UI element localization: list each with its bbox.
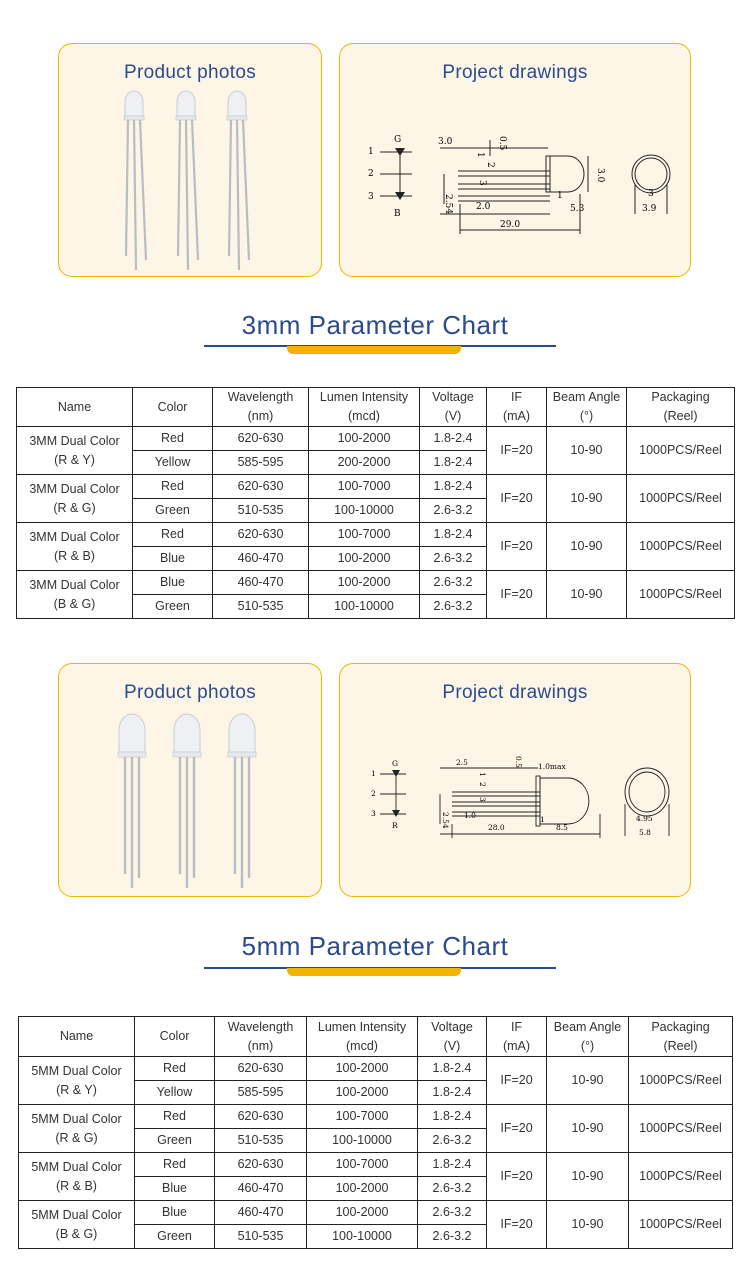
dim-5mm-9: 1 bbox=[540, 815, 545, 824]
header-if: IF (mA) bbox=[487, 388, 547, 427]
wavelength-cell: 620-630 bbox=[215, 1105, 307, 1129]
drawing-5mm bbox=[340, 664, 692, 898]
voltage-cell: 1.8-2.4 bbox=[418, 1153, 487, 1177]
product-name-cell: 3MM Dual Color (R & Y) bbox=[17, 427, 133, 475]
header-name: Name bbox=[17, 388, 133, 427]
led-5mm-photo bbox=[59, 664, 323, 898]
color-cell: Red bbox=[135, 1105, 215, 1129]
color-cell: Red bbox=[133, 427, 213, 451]
dim-5mm-3: 1 bbox=[478, 772, 487, 777]
voltage-cell: 1.8-2.4 bbox=[420, 523, 487, 547]
voltage-cell: 2.6-3.2 bbox=[420, 547, 487, 571]
dim-5mm-7: 1.0 bbox=[464, 811, 476, 820]
dim-3mm-12: 3.9 bbox=[642, 204, 657, 214]
lumen-cell: 200-2000 bbox=[309, 451, 420, 475]
table-row bbox=[17, 571, 735, 595]
drawing-3mm bbox=[340, 44, 692, 278]
led-5mm-1 bbox=[118, 714, 146, 888]
dim-3mm-10: 3.0 bbox=[595, 168, 605, 183]
voltage-cell: 1.8-2.4 bbox=[420, 451, 487, 475]
table-row bbox=[19, 1057, 733, 1081]
wavelength-cell: 585-595 bbox=[213, 451, 309, 475]
dim-3mm-11: 3 bbox=[648, 189, 654, 199]
pin-3-label-3mm: 3 bbox=[368, 192, 374, 202]
dim-3mm-3: 2 bbox=[485, 162, 495, 168]
color-cell: Green bbox=[133, 499, 213, 523]
header-name: Name bbox=[19, 1017, 135, 1057]
voltage-cell: 2.6-3.2 bbox=[418, 1201, 487, 1225]
lumen-cell: 100-2000 bbox=[309, 571, 420, 595]
beam-angle-cell: 10-90 bbox=[547, 1105, 629, 1153]
packaging-cell: 1000PCS/Reel bbox=[629, 1105, 733, 1153]
if-cell: IF=20 bbox=[487, 427, 547, 475]
header-voltage: Voltage (V) bbox=[418, 1017, 487, 1057]
if-cell: IF=20 bbox=[487, 571, 547, 619]
voltage-cell: 1.8-2.4 bbox=[418, 1057, 487, 1081]
color-cell: Blue bbox=[135, 1201, 215, 1225]
dim-3mm-5: 2.54 bbox=[443, 194, 453, 215]
beam-angle-cell: 10-90 bbox=[547, 1057, 629, 1105]
led-3mm-2 bbox=[176, 91, 198, 270]
color-cell: Red bbox=[133, 523, 213, 547]
beam-angle-cell: 10-90 bbox=[547, 1201, 629, 1249]
if-cell: IF=20 bbox=[487, 523, 547, 571]
led-5mm-2 bbox=[173, 714, 201, 888]
wavelength-cell: 620-630 bbox=[213, 475, 309, 499]
product-name-cell: 5MM Dual Color (R & G) bbox=[19, 1105, 135, 1153]
dim-5mm-5: 3 bbox=[478, 797, 487, 802]
dim-3mm-9: 29.0 bbox=[500, 220, 521, 230]
voltage-cell: 1.8-2.4 bbox=[418, 1105, 487, 1129]
wavelength-cell: 510-535 bbox=[213, 595, 309, 619]
drawings-title-5mm: Project drawings bbox=[442, 682, 588, 703]
pin-3-label-5mm: 3 bbox=[371, 809, 376, 818]
if-cell: IF=20 bbox=[487, 1105, 547, 1153]
dim-3mm-4: 3 bbox=[477, 180, 487, 186]
dim-5mm-1: 0.5 bbox=[514, 756, 523, 768]
header-lumen: Lumen Intensity (mcd) bbox=[307, 1017, 418, 1057]
beam-angle-cell: 10-90 bbox=[547, 427, 627, 475]
chart-title-3mm: 3mm Parameter Chart bbox=[241, 310, 509, 340]
wavelength-cell: 510-535 bbox=[213, 499, 309, 523]
parameter-table-5mm bbox=[18, 1016, 733, 1249]
voltage-cell: 2.6-3.2 bbox=[420, 499, 487, 523]
dim-5mm-8: 28.0 bbox=[488, 823, 505, 832]
product-name-cell: 5MM Dual Color (B & G) bbox=[19, 1201, 135, 1249]
color-cell: Blue bbox=[135, 1177, 215, 1201]
wavelength-cell: 620-630 bbox=[215, 1057, 307, 1081]
product-name-cell: 3MM Dual Color (R & G) bbox=[17, 475, 133, 523]
photos-title-5mm: Product photos bbox=[123, 682, 256, 703]
voltage-cell: 1.8-2.4 bbox=[420, 427, 487, 451]
lumen-cell: 100-2000 bbox=[307, 1057, 418, 1081]
wavelength-cell: 460-470 bbox=[215, 1201, 307, 1225]
table-body-3mm bbox=[17, 427, 735, 619]
if-cell: IF=20 bbox=[487, 1153, 547, 1201]
pin-2-label-3mm: 2 bbox=[368, 169, 374, 179]
color-cell: Blue bbox=[133, 547, 213, 571]
header-beam: Beam Angle (°) bbox=[547, 1017, 629, 1057]
packaging-cell: 1000PCS/Reel bbox=[629, 1057, 733, 1105]
color-cell: Green bbox=[133, 595, 213, 619]
title-accent-3mm bbox=[287, 346, 461, 354]
beam-angle-cell: 10-90 bbox=[547, 1153, 629, 1201]
packaging-cell: 1000PCS/Reel bbox=[629, 1201, 733, 1249]
color-cell: Yellow bbox=[133, 451, 213, 475]
table-row bbox=[17, 427, 735, 451]
pin-1-label-5mm: 1 bbox=[371, 769, 376, 778]
wavelength-cell: 460-470 bbox=[215, 1177, 307, 1201]
header-wavelength: Wavelength (nm) bbox=[215, 1017, 307, 1057]
table-row bbox=[19, 1153, 733, 1177]
title-accent-5mm bbox=[287, 968, 461, 976]
wavelength-cell: 460-470 bbox=[213, 547, 309, 571]
voltage-cell: 1.8-2.4 bbox=[420, 475, 487, 499]
lumen-cell: 100-2000 bbox=[307, 1177, 418, 1201]
dim-5mm-0: 2.5 bbox=[456, 758, 468, 767]
product-name-cell: 3MM Dual Color (R & B) bbox=[17, 523, 133, 571]
color-cell: Red bbox=[133, 475, 213, 499]
beam-angle-cell: 10-90 bbox=[547, 475, 627, 523]
pin-1-label-3mm: 1 bbox=[368, 147, 374, 157]
header-color: Color bbox=[135, 1017, 215, 1057]
photos-panel-3mm bbox=[58, 43, 322, 277]
wavelength-cell: 510-535 bbox=[215, 1225, 307, 1249]
color-cell: Green bbox=[135, 1225, 215, 1249]
led-3mm-3 bbox=[227, 91, 249, 270]
lumen-cell: 100-7000 bbox=[309, 475, 420, 499]
dim-3mm-6: 2.0 bbox=[476, 202, 491, 212]
voltage-cell: 1.8-2.4 bbox=[418, 1081, 487, 1105]
parameter-table-3mm bbox=[16, 387, 735, 619]
if-cell: IF=20 bbox=[487, 1201, 547, 1249]
dim-5mm-6: 2.54 bbox=[441, 812, 450, 829]
header-packaging: Packaging (Reel) bbox=[627, 388, 735, 427]
beam-angle-cell: 10-90 bbox=[547, 523, 627, 571]
packaging-cell: 1000PCS/Reel bbox=[627, 475, 735, 523]
table-row bbox=[19, 1105, 733, 1129]
table-row bbox=[17, 475, 735, 499]
lumen-cell: 100-10000 bbox=[307, 1129, 418, 1153]
drawings-panel-3mm bbox=[339, 43, 691, 277]
packaging-cell: 1000PCS/Reel bbox=[629, 1153, 733, 1201]
color-cell: Blue bbox=[133, 571, 213, 595]
pin-letter-g-3mm: G bbox=[394, 135, 402, 145]
voltage-cell: 2.6-3.2 bbox=[418, 1225, 487, 1249]
dim-3mm-8: 5.3 bbox=[570, 204, 585, 214]
pin-letter-b-3mm: B bbox=[394, 209, 401, 219]
chart-title-5mm: 5mm Parameter Chart bbox=[241, 931, 509, 961]
lumen-cell: 100-10000 bbox=[309, 499, 420, 523]
lumen-cell: 100-7000 bbox=[307, 1153, 418, 1177]
lumen-cell: 100-2000 bbox=[307, 1201, 418, 1225]
color-cell: Red bbox=[135, 1057, 215, 1081]
packaging-cell: 1000PCS/Reel bbox=[627, 523, 735, 571]
photos-title-3mm: Product photos bbox=[123, 62, 256, 83]
pin-letter-g-5mm: G bbox=[392, 759, 398, 768]
voltage-cell: 2.6-3.2 bbox=[418, 1177, 487, 1201]
dim-5mm-4: 2 bbox=[478, 782, 487, 787]
photos-panel-5mm bbox=[58, 663, 322, 897]
drawings-panel-5mm bbox=[339, 663, 691, 897]
packaging-cell: 1000PCS/Reel bbox=[627, 427, 735, 475]
lumen-cell: 100-2000 bbox=[307, 1081, 418, 1105]
if-cell: IF=20 bbox=[487, 475, 547, 523]
table-row bbox=[17, 523, 735, 547]
lumen-cell: 100-2000 bbox=[309, 547, 420, 571]
wavelength-cell: 620-630 bbox=[213, 523, 309, 547]
wavelength-cell: 460-470 bbox=[213, 571, 309, 595]
color-cell: Red bbox=[135, 1153, 215, 1177]
lumen-cell: 100-10000 bbox=[307, 1225, 418, 1249]
product-name-cell: 5MM Dual Color (R & Y) bbox=[19, 1057, 135, 1105]
dim-5mm-10: 8.5 bbox=[556, 823, 568, 832]
pin-2-label-5mm: 2 bbox=[371, 789, 376, 798]
led-3mm-1 bbox=[124, 91, 146, 270]
beam-angle-cell: 10-90 bbox=[547, 571, 627, 619]
color-cell: Yellow bbox=[135, 1081, 215, 1105]
led-5mm-3 bbox=[228, 714, 256, 888]
led-3mm-photo bbox=[59, 44, 323, 278]
header-voltage: Voltage (V) bbox=[420, 388, 487, 427]
table-row bbox=[19, 1201, 733, 1225]
header-if: IF (mA) bbox=[487, 1017, 547, 1057]
lumen-cell: 100-7000 bbox=[307, 1105, 418, 1129]
table-body-5mm bbox=[19, 1057, 733, 1249]
voltage-cell: 2.6-3.2 bbox=[418, 1129, 487, 1153]
packaging-cell: 1000PCS/Reel bbox=[627, 571, 735, 619]
voltage-cell: 2.6-3.2 bbox=[420, 571, 487, 595]
dim-3mm-7: 1 bbox=[557, 191, 563, 201]
dim-3mm-1: 0.5 bbox=[497, 136, 507, 151]
header-lumen: Lumen Intensity (mcd) bbox=[309, 388, 420, 427]
pin-letter-r-5mm: R bbox=[392, 821, 398, 830]
if-cell: IF=20 bbox=[487, 1057, 547, 1105]
dim-3mm-0: 3.0 bbox=[438, 137, 453, 147]
dim-5mm-2: 1.0max bbox=[538, 762, 566, 771]
product-name-cell: 5MM Dual Color (R & B) bbox=[19, 1153, 135, 1201]
product-name-cell: 3MM Dual Color (B & G) bbox=[17, 571, 133, 619]
wavelength-cell: 585-595 bbox=[215, 1081, 307, 1105]
color-cell: Green bbox=[135, 1129, 215, 1153]
header-color: Color bbox=[133, 388, 213, 427]
drawings-title-3mm: Project drawings bbox=[442, 62, 588, 83]
wavelength-cell: 620-630 bbox=[213, 427, 309, 451]
header-packaging: Packaging (Reel) bbox=[629, 1017, 733, 1057]
dim-3mm-2: 1 bbox=[475, 152, 485, 158]
lumen-cell: 100-7000 bbox=[309, 523, 420, 547]
header-wavelength: Wavelength (nm) bbox=[213, 388, 309, 427]
header-beam: Beam Angle (°) bbox=[547, 388, 627, 427]
dim-5mm-11: 4.95 bbox=[636, 814, 653, 823]
lumen-cell: 100-2000 bbox=[309, 427, 420, 451]
dim-5mm-12: 5.8 bbox=[639, 828, 651, 837]
wavelength-cell: 620-630 bbox=[215, 1153, 307, 1177]
lumen-cell: 100-10000 bbox=[309, 595, 420, 619]
voltage-cell: 2.6-3.2 bbox=[420, 595, 487, 619]
wavelength-cell: 510-535 bbox=[215, 1129, 307, 1153]
